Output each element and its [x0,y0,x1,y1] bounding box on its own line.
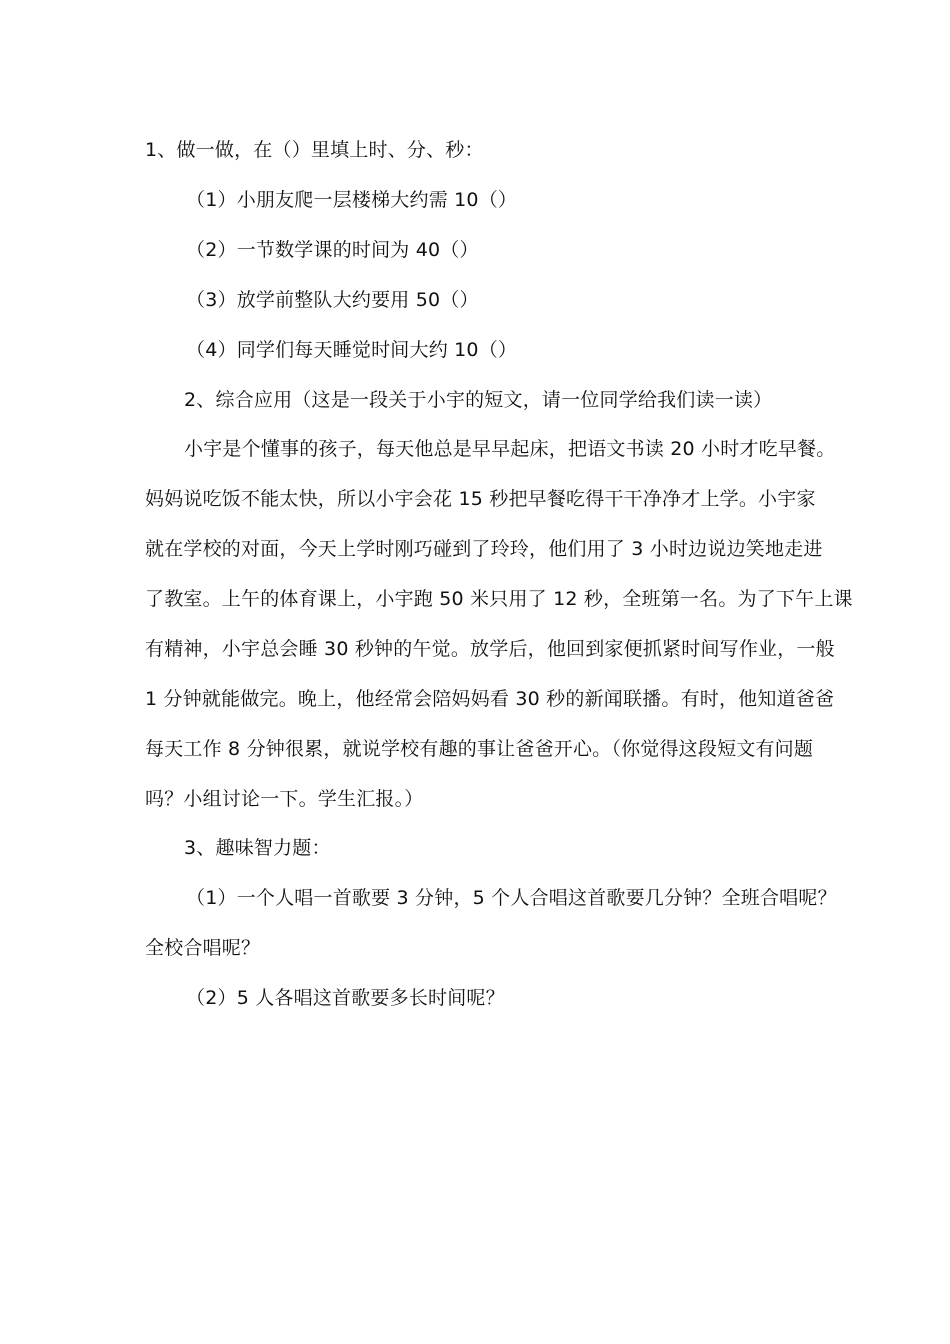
section1-heading: 1、做一做，在（）里填上时、分、秒： [145,139,484,161]
story-line-4: 了教室。上午的体育课上，小宇跑 50 米只用了 12 秒，全班第一名。为了下午上课 [145,588,853,610]
puzzle-question-1-line-1: （1）一个人唱一首歌要 3 分钟，5 个人合唱这首歌要几分钟？全班合唱呢？ [186,887,837,909]
puzzle-question-1-line-2: 全校合唱呢？ [145,937,261,959]
story-line-7: 每天工作 8 分钟很累，就说学校有趣的事让爸爸开心。（你觉得这段短文有问题 [145,738,814,760]
story-line-8: 吗？小组讨论一下。学生汇报。） [145,788,424,810]
story-line-2: 妈妈说吃饭不能太快，所以小宇会花 15 秒把早餐吃得干干净净才上学。小宇家 [145,488,816,510]
story-line-6: 1 分钟就能做完。晚上，他经常会陪妈妈看 30 秒的新闻联播。有时，他知道爸爸 [145,688,835,710]
section1-item-4: （4）同学们每天睡觉时间大约 10（） [186,339,518,361]
section3-heading: 3、趣味智力题： [184,837,331,859]
section1-item-3: （3）放学前整队大约要用 50（） [186,289,479,311]
story-line-3: 就在学校的对面，今天上学时刚巧碰到了玲玲，他们用了 3 小时边说边笑地走进 [145,538,823,560]
story-line-1: 小宇是个懂事的孩子，每天他总是早早起床，把语文书读 20 小时才吃早餐。 [184,438,836,460]
story-line-5: 有精神，小宇总会睡 30 秒钟的午觉。放学后，他回到家便抓紧时间写作业，一般 [145,638,835,660]
section2-heading: 2、综合应用（这是一段关于小宇的短文，请一位同学给我们读一读） [184,389,773,411]
puzzle-question-2: （2）5 人各唱这首歌要多长时间呢？ [186,987,505,1009]
section1-item-2: （2）一节数学课的时间为 40（） [186,239,479,261]
section1-item-1: （1）小朋友爬一层楼梯大约需 10（） [186,189,518,211]
